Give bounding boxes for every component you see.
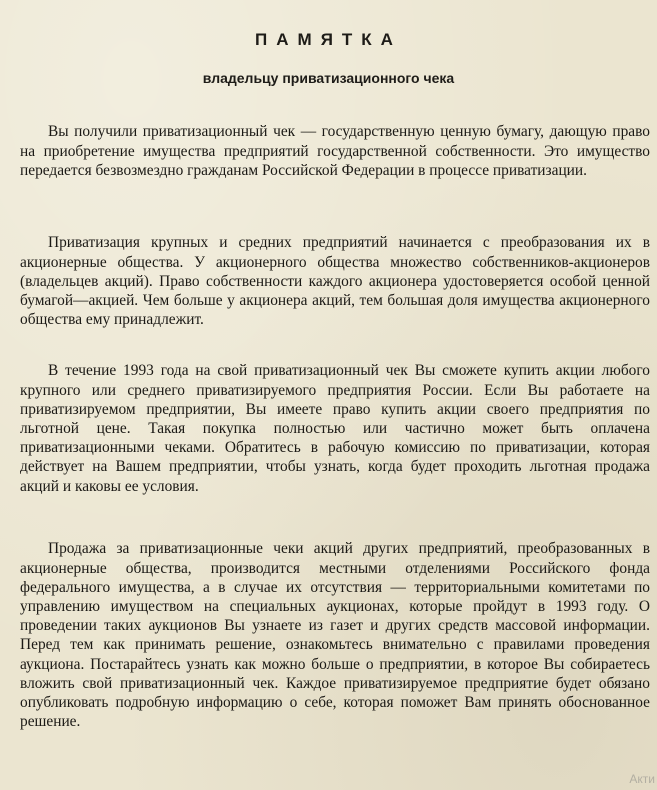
document-subtitle: владельцу приватизационного чека (202, 70, 455, 86)
paragraph-2: Приватизация крупных и средних предприятий начинается с преобразования их в акционерные общества. У акционерного общества множество собственников-акционеров (владельцев акций). Право собственности каждого акционера удостоверяется особой ценной бумагой—акцией. Чем больше у акционера акций, тем большая доля имущества акционерного общества ему принадлежит. (20, 234, 650, 329)
watermark-text: Акти (629, 772, 655, 786)
paragraph-4: Продажа за приватизационные чеки акций других предприятий, преобразованных в акционерные общества, производится местными отделениями Российского фонда федерального имущества, а в случае их отсутствия — территориальными комитетами по управлению имуществом на специальных аукционах, которые пройдут в 1993 году. О проведении таких аукционов Вы узнаете из газет и других средств массовой информации. Перед тем как принимать решение, ознакомьтесь внимательно с правилами проведения аукциона. Постарайтесь узнать как можно больше о предприятии, в которое Вы собираетесь вложить свой приватизационный чек. Каждое приватизируемое предприятие будет обязано опубликовать подробную информацию о себе, которая поможет Вам принять обоснованное решение. (20, 540, 650, 731)
paragraph-1: Вы получили приватизационный чек — государственную ценную бумагу, дающую право на приобретение имущества предприятий государственной собственности. Это имущество передается безвозмездно гражданам Российской Федерации в процессе приватизации. (20, 123, 650, 179)
paragraph-3: В течение 1993 года на свой приватизационный чек Вы сможете купить акции любого крупного или среднего приватизируемого предприятия России. Если Вы работаете на приватизируемом предприятии, Вы имеете право купить акции своего предприятия по льготной цене. Такая покупка полностью или частично может быть оплачена приватизационными чеками. Обратитесь в рабочую комиссию по приватизации, которая действует на Вашем предприятии, чтобы узнать, когда будет проходить льготная продажа акций и каковы ее условия. (20, 362, 650, 495)
document-title: ПАМЯТКА (255, 30, 402, 49)
